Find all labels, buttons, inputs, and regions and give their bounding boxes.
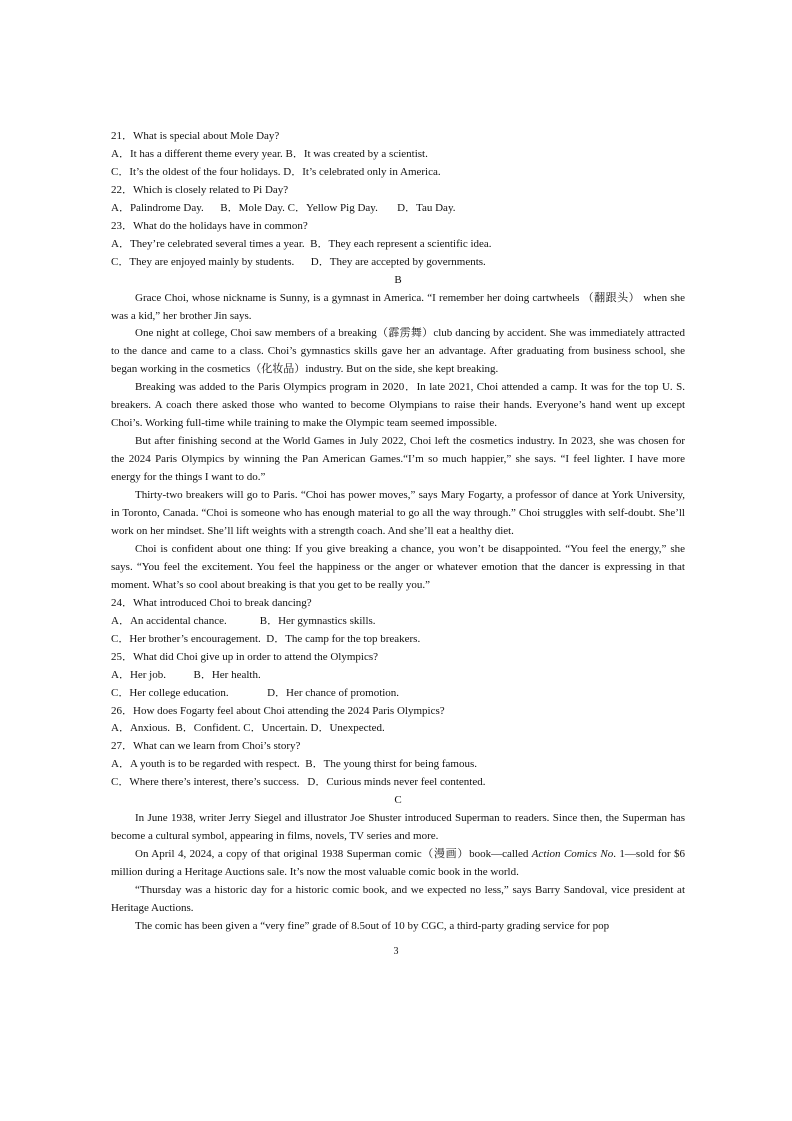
passage-b-paragraph-6: Choi is confident about one thing: If you give breaking a chance, you won’t be disappointed. “You feel the energy,” she says. “You feel the excitement. You feel the happiness or the anger or whatever emotion that the dancer is expressing in that moment. What’s so cool about breaking is that you get to be really you.” bbox=[111, 542, 685, 591]
question-25-options-cd: C．Her college education. D．Her chance of promotion. bbox=[111, 686, 400, 699]
passage-c-paragraph-4: The comic has been given a “very fine” grade of 8.5out of 10 by CGC, a third-party grading service for pop bbox=[135, 919, 610, 932]
question-27-options-cd: C．Where there’s interest, there’s success. D．Curious minds never feel contented. bbox=[111, 776, 486, 789]
question-24-options-cd: C．Her brother’s encouragement. D．The camp for the top breakers. bbox=[111, 632, 421, 645]
question-25-options-ab: A．Her job. B．Her health. bbox=[111, 668, 261, 681]
question-23-options-ab: A．They’re celebrated several times a year. B．They each represent a scientific idea. bbox=[111, 237, 492, 250]
section-b-heading: B bbox=[394, 273, 402, 286]
question-27-stem: 27．What can we learn from Choi’s story? bbox=[111, 740, 301, 753]
passage-c-paragraph-1: In June 1938, writer Jerry Siegel and illustrator Joe Shuster introduced Superman to readers. Since then, the Superman has become a cultural symbol, appearing in films, novels, TV series and more. bbox=[111, 812, 685, 843]
question-23-options-cd: C．They are enjoyed mainly by students. D．They are accepted by governments. bbox=[111, 255, 486, 268]
question-21-options-ab: A．It has a different theme every year. B．It was created by a scientist. bbox=[111, 147, 428, 160]
question-22-options: A．Palindrome Day. B．Mole Day. C．Yellow Pig Day. D．Tau Day. bbox=[111, 201, 456, 214]
passage-b-paragraph-4: But after finishing second at the World Games in July 2022, Choi left the cosmetics industry. In 2023, she was chosen for the 2024 Paris Olympics by winning the Pan American Games.“I’m so much happier,” she says. “I feel lighter. I have more energy for the things I want to do.” bbox=[111, 435, 685, 484]
question-21-stem: 21．What is special about Mole Day? bbox=[111, 130, 280, 142]
question-25-stem: 25．What did Choi give up in order to attend the Olympics? bbox=[111, 650, 379, 663]
page-number: 3 bbox=[393, 946, 399, 957]
passage-b-paragraph-3: Breaking was added to the Paris Olympics program in 2020．In late 2021, Choi attended a camp. It was for the top U. S. breakers. A coach there asked those who wanted to become Olympians to raise their hands. Everyone’s hand went up except Choi’s. Working full-time while training to make the Olympic team seemed impossible. bbox=[111, 381, 685, 430]
passage-b-paragraph-2: One night at college, Choi saw members of a breaking（霹雳舞）club dancing by accident. She was immediately attracted to the dance and came to a class. Choi’s gymnastics skills gave her an advantage. After graduating from business school, she began working in the cosmetics（化妆品）industry. But on the side, she kept breaking. bbox=[111, 327, 685, 376]
question-26-stem: 26．How does Fogarty feel about Choi attending the 2024 Paris Olympics? bbox=[111, 704, 445, 717]
question-26-options: A．Anxious. B．Confident. C．Uncertain. D．Unexpected. bbox=[111, 722, 385, 735]
section-c-heading: C bbox=[394, 794, 402, 807]
exam-page bbox=[111, 128, 685, 936]
comic-title: Action Comics No bbox=[531, 848, 614, 861]
question-22-stem: 22．Which is closely related to Pi Day? bbox=[111, 183, 289, 196]
passage-c-paragraph-2 bbox=[111, 846, 685, 882]
passage-b-paragraph-1: Grace Choi, whose nickname is Sunny, is a gymnast in America. “I remember her doing cartwheels （翻跟头） when she was a kid,” her brother Jin says. bbox=[111, 291, 685, 322]
question-23-stem: 23．What do the holidays have in common? bbox=[111, 219, 308, 232]
passage-c-paragraph-2-end: . 1—sold for $6 million during a Heritage Auctions sale. It’s now the most valuable comic book in the world. bbox=[111, 848, 685, 879]
question-24-options-ab: A．An accidental chance. B．Her gymnastics skills. bbox=[111, 614, 376, 627]
question-21-options-cd: C．It’s the oldest of the four holidays. D．It’s celebrated only in America. bbox=[111, 165, 441, 178]
passage-c-paragraph-3: “Thursday was a historic day for a historic comic book, and we expected no less,” says Barry Sandoval, vice president at Heritage Auctions. bbox=[111, 884, 685, 914]
question-24-stem: 24．What introduced Choi to break dancing? bbox=[111, 596, 312, 609]
passage-c-paragraph-2-start: On April 4, 2024, a copy of that original 1938 Superman comic（漫画）book—called bbox=[135, 848, 532, 861]
question-27-options-ab: A．A youth is to be regarded with respect. B．The young thirst for being famous. bbox=[111, 758, 477, 771]
passage-b-paragraph-5: Thirty-two breakers will go to Paris. “Choi has power moves,” says Mary Fogarty, a professor of dance at York University, in Toronto, Canada. “Choi is someone who has enough material to go all the way through.” Choi struggles with self-doubt. She’ll work on her mindset. She’ll lift weights with a strength coach. And she’ll eat a healthy diet. bbox=[111, 489, 685, 537]
